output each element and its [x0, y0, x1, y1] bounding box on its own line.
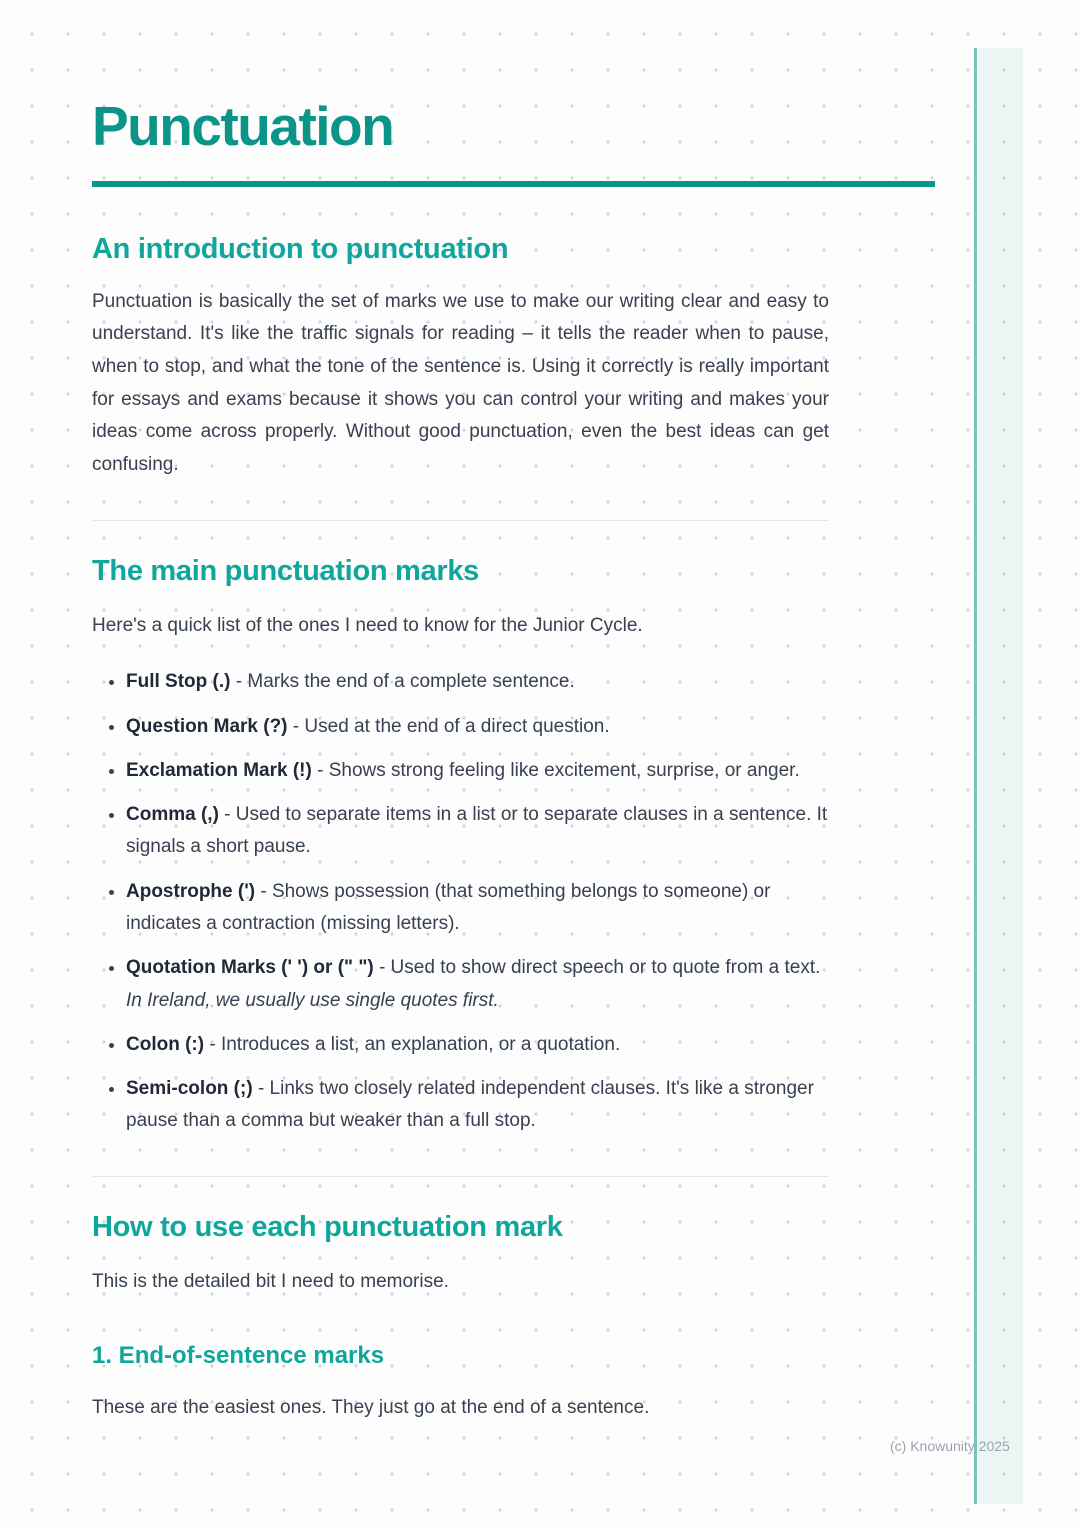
mark-note: In Ireland, we usually use single quotes first. [126, 989, 499, 1011]
marks-lead: Here's a quick list of the ones I need to know for the Junior Cycle. [92, 614, 643, 636]
mark-desc: - Used to separate items in a list or to separate clauses in a sentence. It signals a short pause. [126, 804, 828, 858]
mark-term: Comma (,) [126, 804, 219, 826]
accent-stripe [978, 48, 1023, 1504]
intro-paragraph: Punctuation is basically the set of marks we use to make our writing clear and easy to understand. It's like the traffic signals for reading – it tells the reader when to pause, when to stop, and what the tone of the sentence is. Using it correctly is really important for essays and exams because it shows you can control your writing and makes your ideas come across properly. Without good punctuation, even the best ideas can get confusing. [92, 290, 829, 475]
mark-desc: - Introduces a list, an explanation, or a quotation. [204, 1033, 621, 1055]
list-item [126, 1073, 829, 1138]
punctuation-marks-list [92, 666, 829, 1138]
list-item [126, 755, 829, 787]
mark-term: Semi-colon (;) [126, 1078, 253, 1100]
list-item [126, 711, 829, 743]
mark-term: Exclamation Mark (!) [126, 759, 312, 781]
end-marks-lead: These are the easiest ones. They just go at the end of a sentence. [92, 1397, 650, 1419]
mark-desc: - Marks the end of a complete sentence. [230, 671, 575, 693]
section-divider [92, 1176, 829, 1177]
usage-lead: This is the detailed bit I need to memorise. [92, 1270, 449, 1292]
mark-desc: - Shows strong feeling like excitement, surprise, or anger. [311, 759, 800, 781]
mark-term: Question Mark (?) [126, 715, 288, 737]
mark-term: Full Stop (.) [126, 671, 231, 693]
mark-term: Quotation Marks (' ') or (" ") [126, 957, 374, 979]
title-rule [92, 181, 935, 187]
mark-desc: - Used to show direct speech or to quote from a text. [373, 957, 821, 979]
section-divider [92, 520, 829, 521]
section-heading-marks: The main punctuation marks [92, 554, 479, 587]
page-title: Punctuation [92, 95, 394, 157]
list-item [126, 666, 829, 698]
list-item [126, 952, 829, 1017]
list-item [126, 799, 829, 864]
mark-term: Apostrophe (') [126, 880, 256, 902]
mark-desc: - Links two closely related independent clauses. It's like a stronger pause than a comma but weaker than a full stop. [126, 1078, 814, 1132]
footer-credit: (c) Knowunity 2025 [890, 1438, 1010, 1454]
section-heading-intro: An introduction to punctuation [92, 232, 509, 265]
list-item [126, 876, 829, 941]
mark-term: Colon (:) [126, 1033, 205, 1055]
subsection-heading-end-marks: 1. End-of-sentence marks [92, 1342, 385, 1370]
section-heading-usage: How to use each punctuation mark [92, 1210, 563, 1243]
list-item [126, 1029, 829, 1061]
mark-desc: - Used at the end of a direct question. [287, 715, 610, 737]
mark-desc: - Shows possession (that something belongs to someone) or indicates a contraction (missing letters). [126, 880, 771, 934]
